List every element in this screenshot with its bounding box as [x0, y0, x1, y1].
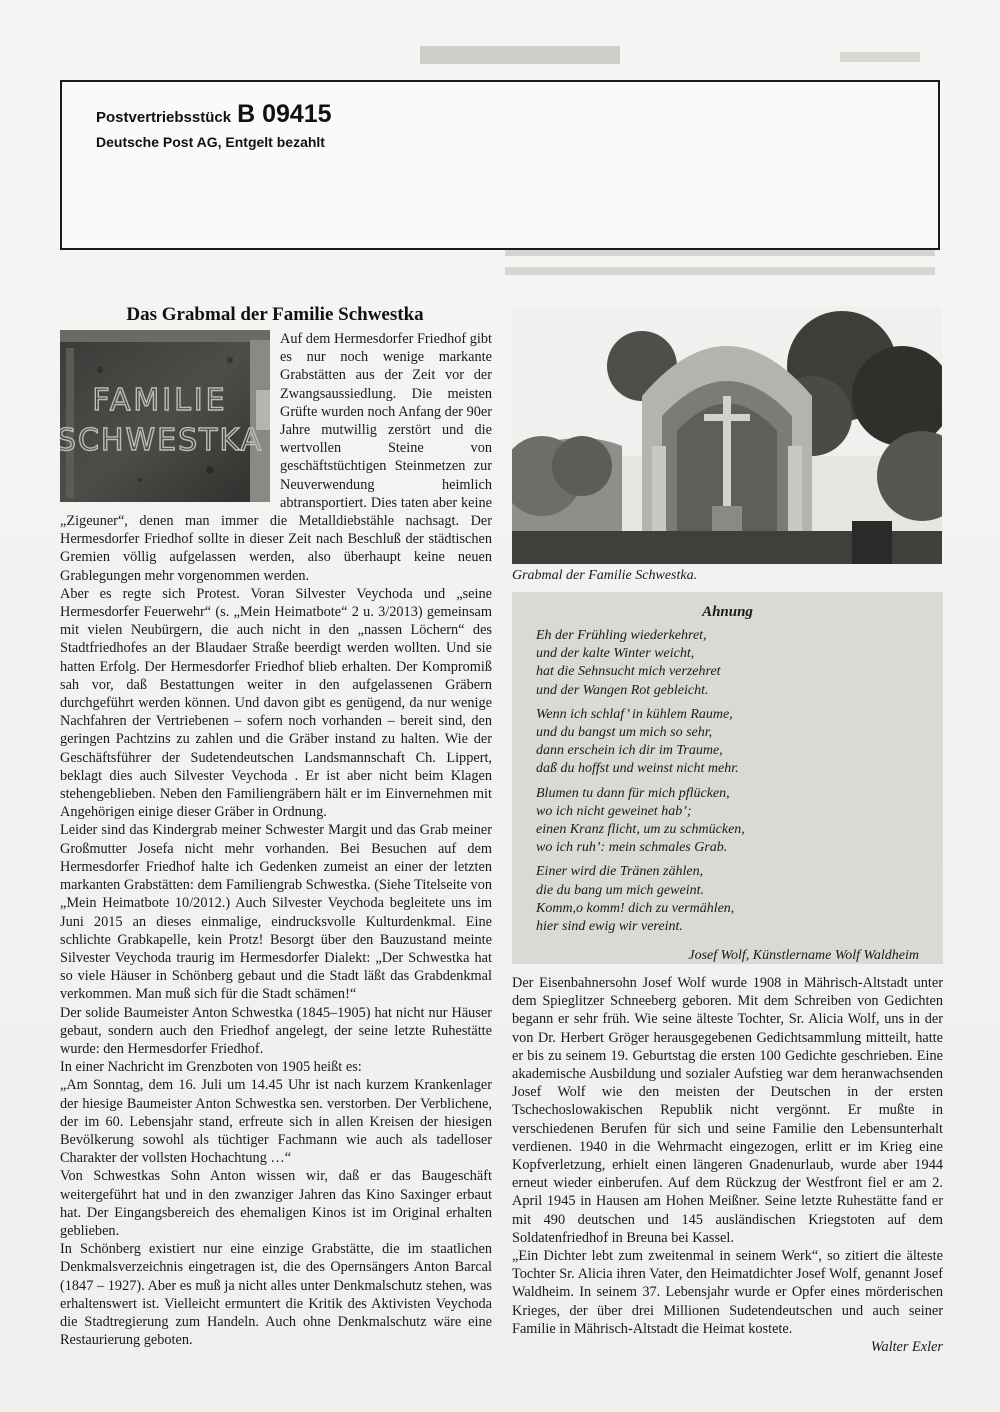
inscription-line-2: SCHWESTKA — [60, 423, 264, 458]
poem-box — [512, 592, 943, 964]
poem-line: hier sind ewig wir vereint. — [536, 919, 683, 935]
postal-imprint-box — [60, 80, 940, 250]
postal-label: Postvertriebsstück — [96, 109, 232, 126]
poem-stanza — [536, 627, 919, 700]
poem-author: Josef Wolf, Künstlername Wolf Waldheim — [688, 948, 919, 964]
show-through-masthead — [420, 36, 940, 76]
right-paragraph: Der Eisenbahnersohn Josef Wolf wurde 1908 in Mährisch-Altstadt unter dem Spieglitzer Schneeberg geboren. Mit dem Schreiben von Gedichten begann er sehr früh. Wie seine älteste Tochter, Sr. Alicia Wolf, uns in der von Dr. Herbert Gröger herausgegebenen Gedichtsammlung mitteilt, hatte er bis zu seinem 19. Geburtstag die ersten 100 Gedichte geschrieben. Eine akademische Ausbildung und sozialer Aufstieg war dem heranwachsenden Josef Wolf wie den meisten der Deutschen in der ersten Tschechoslowakischen Republik nicht vergönnt. Er mußte in verschiedenen Berufen für sich und seine Familie den Lebensunterhalt verdienen. 1940 in die Wehrmacht eingezogen, erlitt er im Krieg eine Kopfverletzung, erhielt einen längeren Gnadenurlaub, wurde aber 1944 erneut wieder einberufen. Auf dem Rückzug der Westfront fiel er am 2. April 1945 in Hausen am Hohen Meißner. Seine letzte Ruhestätte fand er mit 490 deutschen und 145 ausländischen Kriegstoten auf dem Soldatenfriedhof in Breuna bei Kassel. — [512, 975, 943, 1246]
left-paragraph: In einer Nachricht im Grenzboten von 1905 heißt es: — [60, 1059, 362, 1076]
poem-stanza — [536, 785, 919, 858]
photo-caption: Grabmal der Familie Schwestka. — [512, 568, 698, 583]
poem-line: einen Kranz flicht, um zu schmücken, — [536, 822, 745, 838]
poem-line: daß du hoffst und weinst nicht mehr. — [536, 761, 739, 777]
left-column — [60, 330, 492, 1349]
poem-stanza — [536, 706, 919, 779]
poem-stanza — [536, 863, 919, 936]
grave-chapel-photo-graphic — [512, 306, 942, 564]
poem-line: Eh der Frühling wiederkehret, — [536, 628, 707, 643]
photo-gravestone-inscription — [60, 330, 270, 502]
show-through-masthead-shape — [420, 36, 940, 72]
poem-line: wo ich ruh’: mein schmales Grab. — [536, 840, 728, 856]
poem-line: dann erschein ich dir im Traume, — [536, 743, 723, 759]
poem-line: hat die Sehnsucht mich verzehret — [536, 664, 721, 680]
left-paragraph: Auf dem Hermesdorfer Friedhof gibt es nur noch wenige markante Grabstätten aus der Zeit vor der Zwangsaussiedlung. Die meisten Grüfte wurden noch Anfang der 90er Jahre mutwillig zerstört und die wertvollen Steine von geschäftstüchtigen Steinmetzen zur Neuverwendung heimlich abtransportiert. Dies taten aber keine „Zigeuner“, denen man immer die Metalldiebstähle nachsagt. Der Hermesdorfer Friedhof sollte in dieser Zeit nach Beschluß der städtischen Gremien völlig aufgelassen werden, also überhaupt keine neuen Grablegungen mehr vorgenommen werden. — [60, 331, 493, 584]
left-paragraph: „Am Sonntag, dem 16. Juli um 14.45 Uhr ist nach kurzem Krankenlager der hiesige Baumeister Anton Schwestka sen. verstorben. Der Verblichene, der im 60. Lebensjahr stand, erfreute sich in allen Kreisen der hiesigen Bevölkerung sowohl als tüchtiger Fachmann wie auch als tadelloser Charakter der vollsten Hochachtung …“ — [60, 1077, 492, 1167]
left-paragraph: In Schönberg existiert nur eine einzige Grabstätte, die im staatlichen Denkmalsverzeichnis eingetragen ist, die des Opernsängers Anton Barcal (1847 – 1927). Aber es muß ja nicht alles unter Denkmalschutz stehen, was erhaltenswert ist. Vielleicht ermuntert die Kritik des Aktivisten Veychoda die Stadtregierung zum Handeln. Auch ohne Denkmalschutz wäre eine Restaurierung geboten. — [60, 1241, 492, 1349]
poem-line: die du bang um mich geweint. — [536, 882, 704, 898]
poem-line: Blumen tu dann für mich pflücken, — [536, 785, 730, 801]
article-title: Das Grabmal der Familie Schwestka — [126, 304, 424, 325]
poem-line: und du bangst um mich so sehr, — [536, 725, 713, 741]
poem-line: wo ich nicht geweinet hab’; — [536, 803, 692, 819]
right-column — [512, 974, 943, 1356]
poem-line: Komm,o komm! dich zu vermählen, — [536, 900, 735, 916]
left-paragraph: Der solide Baumeister Anton Schwestka (1845–1905) hat nicht nur Häuser gebaut, sondern auch den Friedhof angelegt, der seine letzte Ruhestätte wurde: den Hermesdorfer Friedhof. — [60, 1004, 492, 1057]
gravestone-photo-graphic — [60, 330, 270, 502]
poem-title: Ahnung — [702, 604, 753, 620]
poem-line: Wenn ich schlaf’ in kühlem Raume, — [536, 706, 733, 722]
left-paragraph: Leider sind das Kindergrab meiner Schwester Margit und das Grab meiner Großmutter Josefa nicht mehr vorhanden. Bei Besuchen auf dem Hermesdorfer Friedhof halte ich Gedenken zumeist an einer der letzten markanten Grabstätten: dem Familiengrab Schwestka. (Siehe Titelseite von „Mein Heimatbote 10/2012.) Auch Silvester Veychoda begleitete uns im Juni 2015 an dieses einmalige, eindrucksvolle Kulturdenkmal. Eine schlichte Grabkapelle, kein Protz! Besorgt über den Bauzustand meinte Silvester Veychoda traurig im Hermesdorfer Dialekt: „Der Schwestka hat so viele Häuser in Schönberg gebaut und die Stadt läßt das Grabdenkmal verkommen. Man muß sich für die Stadt schämen!“ — [60, 822, 492, 1003]
author-signature: Walter Exler — [870, 1339, 943, 1356]
poem-line: und der Wangen Rot gebleicht. — [536, 682, 709, 698]
poem-line: und der kalte Winter weicht, — [536, 646, 695, 662]
left-paragraph: Aber es regte sich Protest. Voran Silvester Veychoda und „seine Hermesdorfer Feuerwehr“ (s. „Mein Heimatbote“ 2 u. 3/2013) gemeinsam mit vielen Neubürgern, die auch nicht in den „nassen Löchern“ des Stadtfriedhofes an der Blaudaer Straße beerdigt werden wollten. Und sie hatten Erfolg. Der Hermesdorfer Friedhof blieb erhalten. Der Kompromiß sah vor, daß Bestattungen weiter in den aufgelassenen Gräbern durchgeführt werden können. Und davon gibt es genügend, da nur wenige Nachfahren der Vertriebenen – sofern noch vorhanden – bereit sind, den geringen Pachtzins zu zahlen und die Gräber instand zu halten. Wie der Geschäftsführer der Sudetendeutschen Landsmannschaft Ch. Lippert, beklagt dies auch Silvester Veychoda . Er ist aber nicht beim Klagen stehengeblieben. Neben den Familiengräbern hält er im Einvernehmen mit Angehörigen einige dieser Gräber in Ordnung. — [60, 585, 492, 821]
postal-number: B 09415 — [237, 100, 332, 128]
inscription-line-1: FAMILIE — [92, 383, 228, 418]
right-paragraph: „Ein Dichter lebt zum zweitenmal in seinem Werk“, so zitiert die älteste Tochter Sr. Alicia ihren Vater, den Heimatdichter Josef Wolf, genannt Josef Waldheim. In seinem 37. Lebensjahr wurde er Opfer eines mörderischen Krieges, der über drei Millionen Sudetendeutschen und auch seiner Familie in Mährisch-Altstadt die Heimat kostete. — [512, 1248, 943, 1337]
poem-line: Einer wird die Tränen zählen, — [536, 864, 704, 880]
left-paragraph: Von Schwestkas Sohn Anton wissen wir, daß er das Baugeschäft weitergeführt hat und in den zwanziger Jahren das Kino Saxinger erbaut hat. Der Eingangsbereich des ehemaligen Kinos ist im Original erhalten geblieben. — [60, 1168, 492, 1239]
postal-line-1 — [96, 100, 332, 129]
postal-line-2: Deutsche Post AG, Entgelt bezahlt — [96, 134, 325, 150]
photo-grave-chapel — [512, 306, 942, 564]
